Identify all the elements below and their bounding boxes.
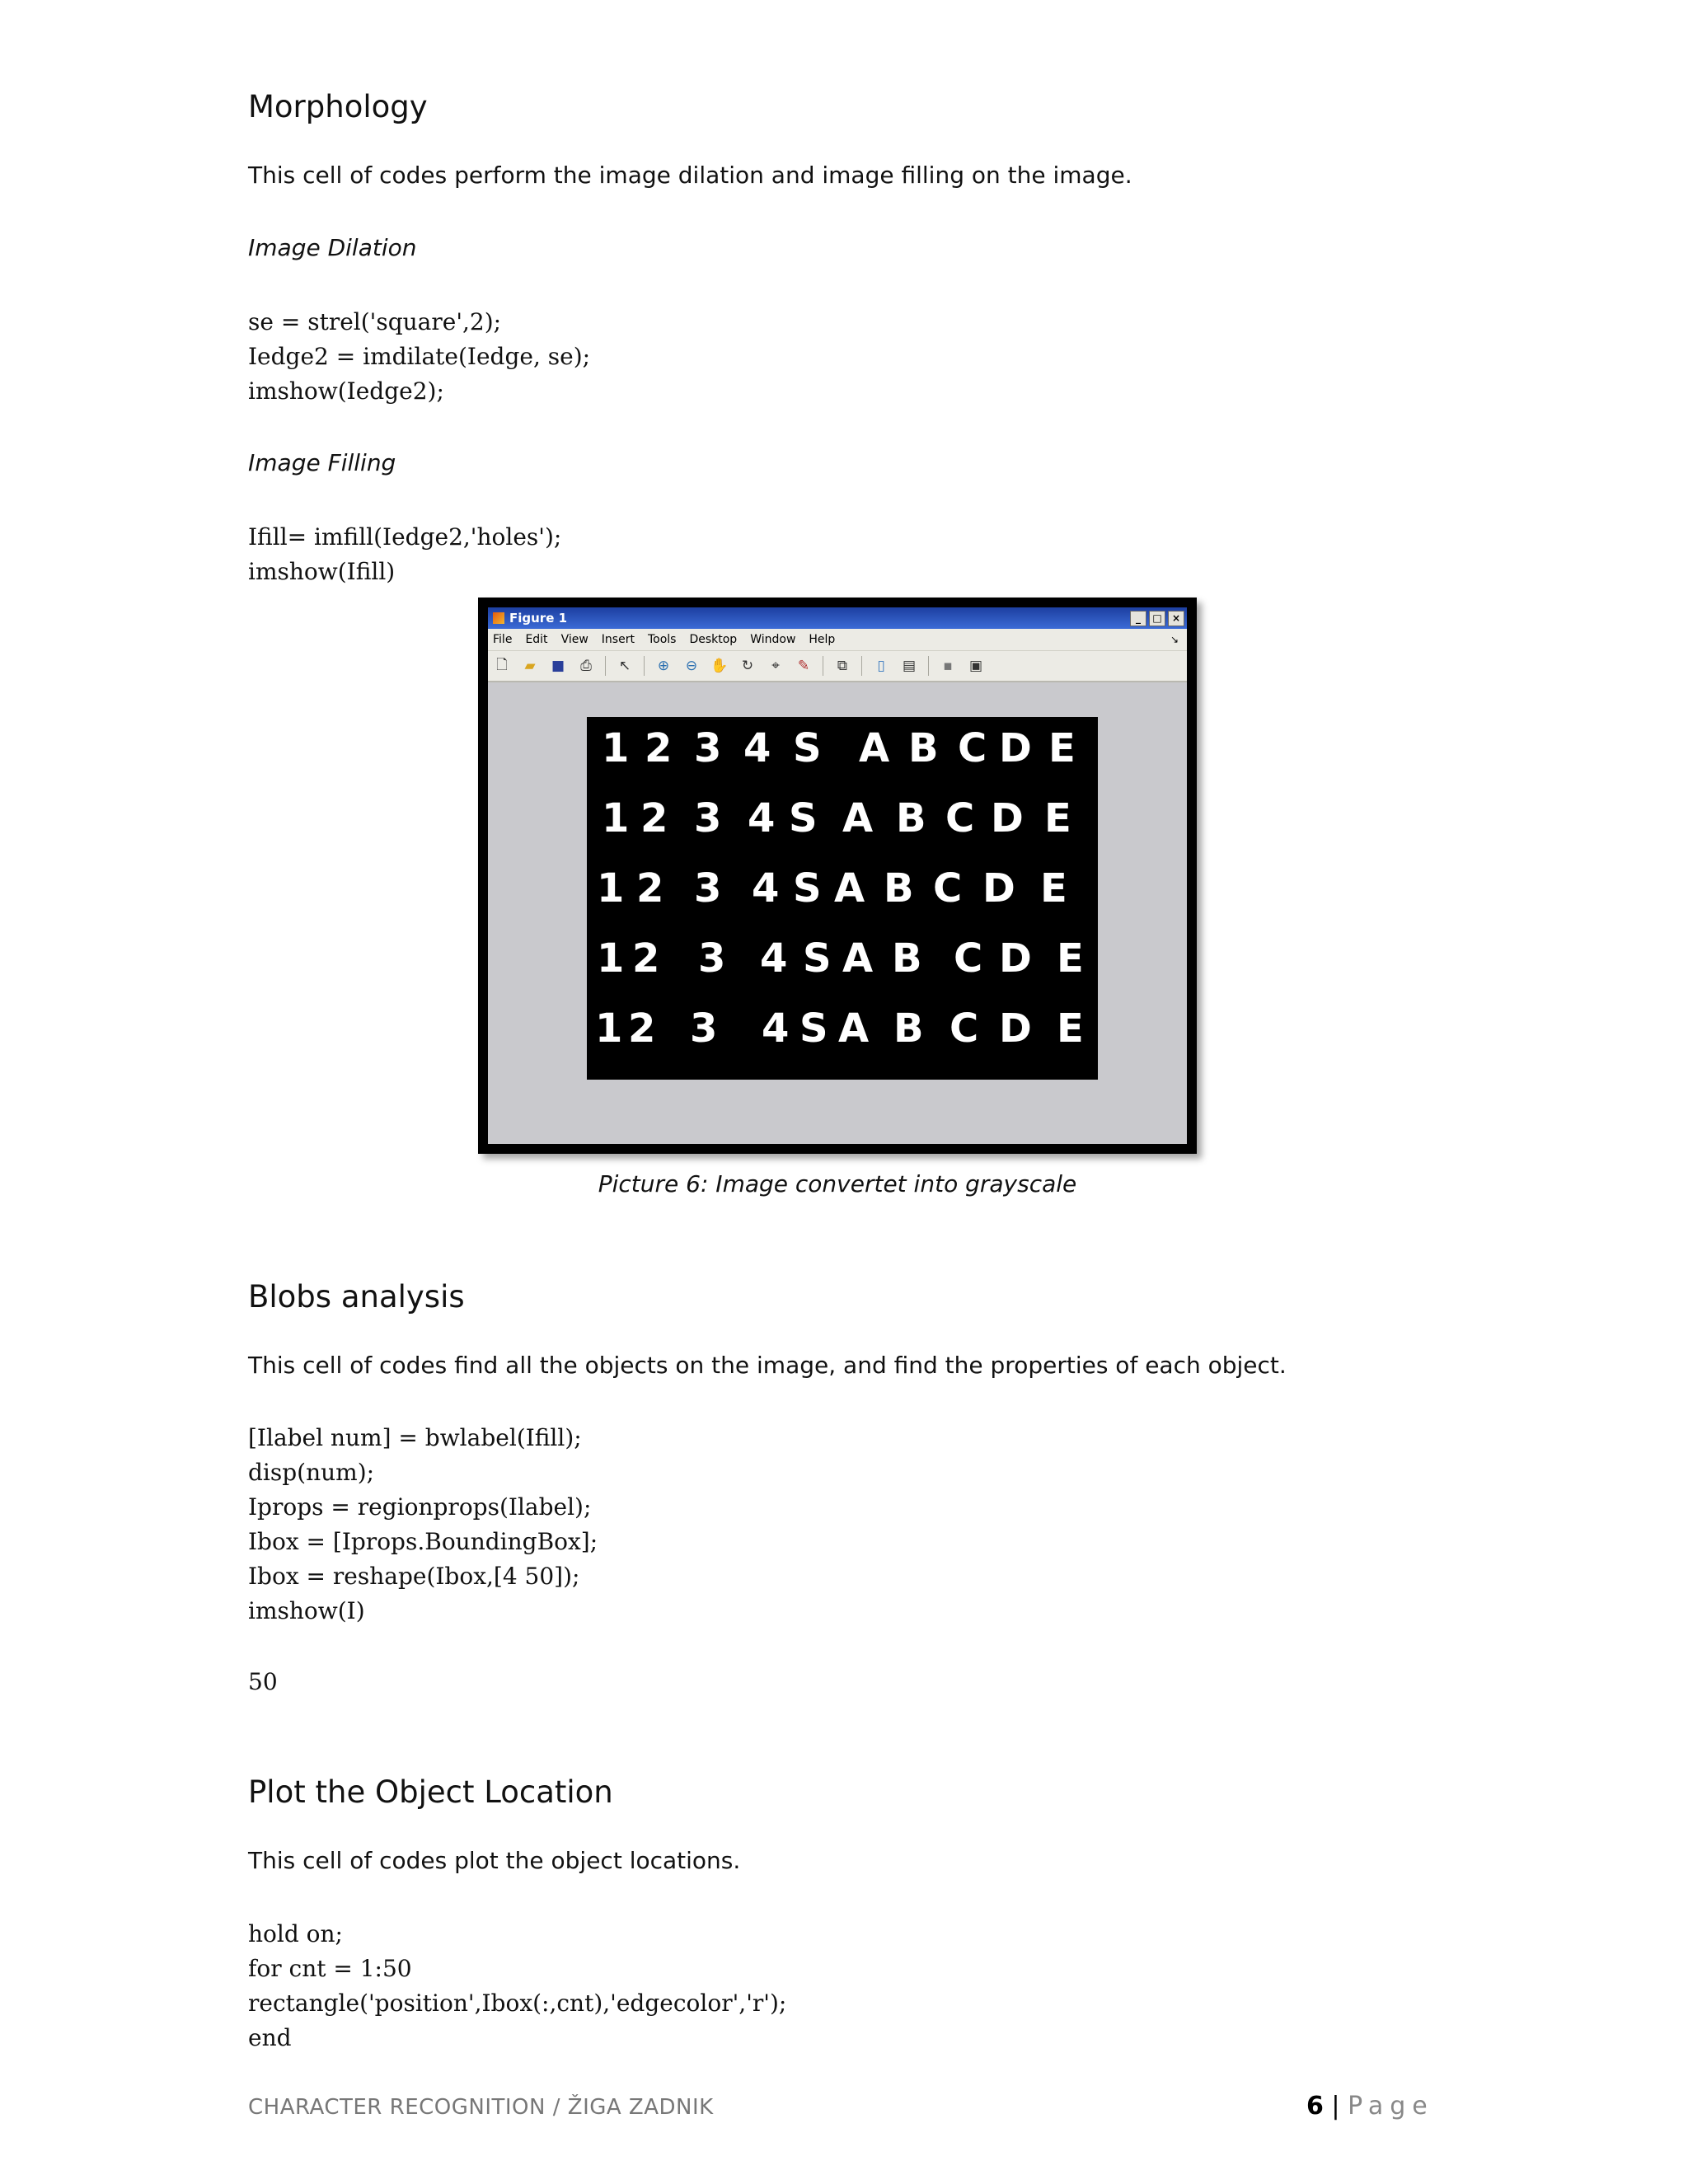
menu-file: File — [493, 633, 513, 646]
section-heading: Blobs analysis — [248, 1279, 465, 1315]
character: E — [1048, 725, 1076, 771]
plot-intro: This cell of codes plot the object locations. — [248, 1847, 741, 1874]
menu-window: Window — [750, 633, 796, 646]
character: 2 — [632, 935, 660, 982]
character: 4 — [748, 795, 776, 841]
menu-desktop: Desktop — [689, 633, 738, 646]
character: 2 — [640, 795, 668, 841]
figure-screenshot — [478, 598, 1197, 1154]
figure-toolbar — [488, 650, 1187, 682]
blobs-output: 50 — [248, 1668, 278, 1695]
character: 4 — [762, 1005, 790, 1052]
character: 4 — [743, 725, 771, 771]
print-icon: ⎙ — [580, 658, 592, 674]
character-row — [587, 725, 1098, 791]
character: 1 — [602, 795, 630, 841]
character: 3 — [694, 865, 722, 912]
character: B — [892, 935, 922, 982]
character: 1 — [602, 725, 630, 771]
menu-bar — [488, 629, 1187, 650]
code-line: Iedge2 = imdilate(Iedge, se); — [248, 343, 591, 370]
character: 1 — [597, 865, 625, 912]
footer-title: CHARACTER RECOGNITION / ŽIGA ZADNIK — [248, 2095, 714, 2120]
character: 3 — [698, 935, 726, 982]
zoom-in-icon: ⊕ — [657, 658, 670, 674]
character-row — [587, 865, 1098, 931]
character: A — [859, 725, 890, 771]
footer-separator: | — [1331, 2092, 1340, 2121]
character: 4 — [760, 935, 788, 982]
character: E — [1044, 795, 1071, 841]
character: 4 — [752, 865, 780, 912]
menu-help: Help — [809, 633, 836, 646]
blobs-code-block — [248, 1421, 1435, 1629]
matlab-figure-window — [488, 607, 1187, 1144]
code-line: rectangle('position',Ibox(:,cnt),'edgecolor','r'); — [248, 1990, 787, 2017]
window-titlebar — [488, 607, 1187, 629]
matlab-logo-icon — [493, 612, 504, 624]
code-line: Ibox = [Iprops.BoundingBox]; — [248, 1528, 598, 1555]
character: S — [789, 795, 818, 841]
zoom-out-icon: ⊖ — [685, 658, 698, 674]
character: C — [945, 795, 975, 841]
dilation-code-block — [248, 305, 1435, 409]
character: S — [799, 1005, 828, 1052]
figure-caption: Picture 6: Image convertet into grayscale — [598, 1170, 1077, 1197]
code-line: Ibox = reshape(Ibox,[4 50]); — [248, 1563, 580, 1590]
character: C — [950, 1005, 979, 1052]
dilation-subheading: Image Dilation — [248, 234, 417, 261]
filling-subheading: Image Filling — [248, 449, 396, 476]
character: 2 — [636, 865, 664, 912]
colorbar-icon: ▯ — [877, 658, 885, 674]
character: D — [991, 795, 1024, 841]
plot-code-block — [248, 1917, 1435, 2055]
open-folder-icon: ▰ — [524, 658, 536, 674]
character: 3 — [694, 795, 722, 841]
code-line: imshow(Ifill) — [248, 558, 396, 585]
menu-view: View — [560, 633, 588, 646]
page-number-footer — [1306, 2092, 1434, 2121]
code-line: [Ilabel num] = bwlabel(Ifill); — [248, 1424, 582, 1451]
character: S — [793, 725, 822, 771]
character: D — [999, 935, 1032, 982]
section-heading: Morphology — [248, 89, 428, 124]
character: S — [793, 865, 822, 912]
character: A — [838, 1005, 870, 1052]
menu-edit: Edit — [525, 633, 548, 646]
character: B — [908, 725, 939, 771]
new-file-icon: 🗋 — [496, 656, 508, 673]
filling-code-block — [248, 520, 1435, 589]
character: 2 — [645, 725, 673, 771]
character: B — [884, 865, 914, 912]
plot-section — [248, 1774, 1435, 1811]
character: C — [933, 865, 963, 912]
minimize-icon: _ — [1130, 611, 1146, 626]
character: 2 — [628, 1005, 656, 1052]
character: S — [803, 935, 832, 982]
morphology-section — [248, 89, 1435, 125]
morphology-intro: This cell of codes perform the image dilation and image filling on the image. — [248, 162, 1132, 189]
code-line: end — [248, 2024, 292, 2051]
pan-icon: ✋ — [710, 658, 729, 674]
character: C — [958, 725, 987, 771]
legend-icon: ▤ — [902, 658, 917, 674]
character: 3 — [690, 1005, 718, 1052]
code-line: hold on; — [248, 1920, 343, 1947]
character: 1 — [597, 935, 625, 982]
close-icon: × — [1168, 611, 1184, 626]
page-number: 6 — [1306, 2092, 1324, 2121]
character: D — [999, 725, 1032, 771]
character: A — [842, 795, 874, 841]
dock-arrow-icon: ↘ — [1170, 634, 1179, 645]
character-image — [587, 717, 1098, 1080]
save-icon: ■ — [551, 658, 565, 674]
character: 1 — [595, 1005, 623, 1052]
code-line: disp(num); — [248, 1459, 375, 1486]
blobs-intro: This cell of codes find all the objects on the image, and find the properties of each object. — [248, 1352, 1287, 1379]
code-line: Ifill= imfill(Iedge2,'holes'); — [248, 523, 562, 551]
hide-plot-tools-icon: ▪ — [943, 658, 953, 674]
character: A — [834, 865, 865, 912]
code-line: for cnt = 1:50 — [248, 1955, 412, 1982]
link-icon: ⧉ — [837, 658, 848, 674]
character: E — [1057, 935, 1084, 982]
page-label: Page — [1348, 2092, 1434, 2121]
character-row — [587, 935, 1098, 1001]
menu-insert: Insert — [601, 633, 635, 646]
menu-tools: Tools — [647, 633, 677, 646]
section-heading: Plot the Object Location — [248, 1774, 613, 1810]
show-plot-tools-icon: ▣ — [968, 658, 983, 674]
character: E — [1040, 865, 1067, 912]
code-line: imshow(I) — [248, 1597, 365, 1624]
character: B — [893, 1005, 924, 1052]
rotate-icon: ↻ — [741, 658, 754, 674]
brush-icon: ✎ — [797, 658, 810, 674]
character: B — [896, 795, 926, 841]
character: D — [982, 865, 1015, 912]
code-line: imshow(Iedge2); — [248, 377, 444, 405]
character: 3 — [694, 725, 722, 771]
maximize-icon: □ — [1149, 611, 1165, 626]
pointer-icon: ↖ — [618, 658, 631, 674]
code-line: se = strel('square',2); — [248, 308, 502, 335]
character: C — [954, 935, 983, 982]
window-title: Figure 1 — [509, 611, 568, 626]
character-row — [587, 795, 1098, 861]
code-line: Iprops = regionprops(Ilabel); — [248, 1493, 592, 1521]
character: E — [1057, 1005, 1084, 1052]
character: A — [842, 935, 874, 982]
blobs-section — [248, 1279, 1435, 1315]
data-cursor-icon: ⌖ — [771, 658, 780, 674]
character-row — [587, 1005, 1098, 1071]
character: D — [999, 1005, 1032, 1052]
